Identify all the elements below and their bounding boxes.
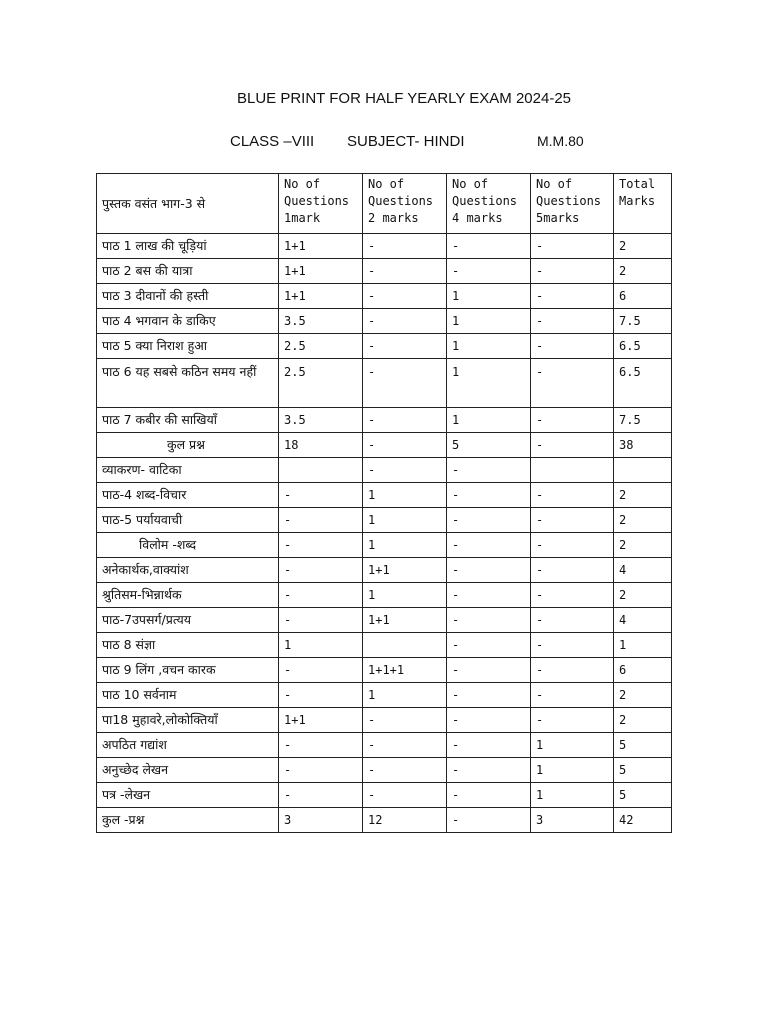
cell-q2marks: - <box>363 309 447 334</box>
max-marks-label: M.M.80 <box>537 133 584 149</box>
cell-lesson: पाठ 2 बस की यात्रा <box>97 259 279 284</box>
cell-q2marks <box>363 633 447 658</box>
subject-label: SUBJECT- HINDI <box>347 133 465 150</box>
cell-lesson: पाठ 4 भगवान के डाकिए <box>97 309 279 334</box>
cell-q5marks: - <box>531 683 614 708</box>
cell-q1mark: - <box>279 683 363 708</box>
cell-lesson: पाठ 6 यह सबसे कठिन समय नहीं <box>97 359 279 408</box>
cell-q1mark: 2.5 <box>279 334 363 359</box>
cell-q4marks: - <box>447 533 531 558</box>
cell-q5marks <box>531 458 614 483</box>
cell-total: 2 <box>614 683 672 708</box>
cell-q4marks: - <box>447 733 531 758</box>
cell-q5marks: - <box>531 433 614 458</box>
cell-lesson: अनेकार्थक,वाक्यांश <box>97 558 279 583</box>
cell-total: 6 <box>614 658 672 683</box>
cell-q2marks: - <box>363 708 447 733</box>
header-1mark: No of Questions 1mark <box>279 174 363 234</box>
cell-total: 1 <box>614 633 672 658</box>
table-row <box>97 783 672 808</box>
cell-q5marks: - <box>531 533 614 558</box>
cell-q1mark: 2.5 <box>279 359 363 408</box>
cell-q5marks: - <box>531 633 614 658</box>
cell-q1mark: - <box>279 508 363 533</box>
cell-q2marks: 1+1 <box>363 608 447 633</box>
cell-q4marks: - <box>447 708 531 733</box>
cell-q2marks: - <box>363 733 447 758</box>
cell-total: 4 <box>614 558 672 583</box>
table-row <box>97 683 672 708</box>
cell-q1mark: 3.5 <box>279 408 363 433</box>
cell-q2marks: 1+1+1 <box>363 658 447 683</box>
cell-q5marks: - <box>531 234 614 259</box>
table-row <box>97 408 672 433</box>
cell-lesson: अपठित गद्यांश <box>97 733 279 758</box>
table-row <box>97 658 672 683</box>
cell-q5marks: - <box>531 334 614 359</box>
cell-total: 7.5 <box>614 408 672 433</box>
cell-q4marks: 1 <box>447 359 531 408</box>
cell-q4marks: - <box>447 683 531 708</box>
cell-q2marks: - <box>363 758 447 783</box>
cell-q2marks: 1 <box>363 533 447 558</box>
cell-lesson: पाठ-5 पर्यायवाची <box>97 508 279 533</box>
cell-q1mark: 1 <box>279 633 363 658</box>
cell-lesson: व्याकरण- वाटिका <box>97 458 279 483</box>
cell-q5marks: - <box>531 608 614 633</box>
table-row <box>97 334 672 359</box>
class-label: CLASS –VIII <box>230 133 315 150</box>
table-header-row <box>97 174 672 234</box>
cell-total: 38 <box>614 433 672 458</box>
cell-total: 2 <box>614 533 672 558</box>
table-row <box>97 483 672 508</box>
cell-total: 5 <box>614 758 672 783</box>
cell-q2marks: - <box>363 284 447 309</box>
table-row <box>97 309 672 334</box>
header-2marks: No of Questions 2 marks <box>363 174 447 234</box>
cell-total <box>614 458 672 483</box>
table-row <box>97 234 672 259</box>
cell-q5marks: - <box>531 508 614 533</box>
cell-q1mark: - <box>279 758 363 783</box>
table-row <box>97 558 672 583</box>
cell-lesson: पाठ 1 लाख की चूड़ियां <box>97 234 279 259</box>
cell-q4marks: - <box>447 259 531 284</box>
cell-q5marks: 1 <box>531 758 614 783</box>
cell-q1mark: - <box>279 583 363 608</box>
cell-q4marks: - <box>447 608 531 633</box>
cell-q5marks: 1 <box>531 733 614 758</box>
cell-lesson: पाठ 5 क्या निराश हुआ <box>97 334 279 359</box>
cell-lesson: श्रुतिसम-भिन्नार्थक <box>97 583 279 608</box>
cell-q5marks: 1 <box>531 783 614 808</box>
cell-q4marks: - <box>447 508 531 533</box>
cell-q5marks: - <box>531 558 614 583</box>
cell-q1mark <box>279 458 363 483</box>
cell-total: 42 <box>614 808 672 833</box>
cell-total: 5 <box>614 783 672 808</box>
cell-q2marks: 1 <box>363 583 447 608</box>
cell-q4marks: 1 <box>447 284 531 309</box>
cell-q5marks: - <box>531 284 614 309</box>
header-book: पुस्तक वसंत भाग-3 से <box>97 174 279 234</box>
blueprint-table <box>96 173 672 833</box>
table-row <box>97 608 672 633</box>
header-4marks: No of Questions 4 marks <box>447 174 531 234</box>
table-row <box>97 458 672 483</box>
cell-q1mark: - <box>279 658 363 683</box>
cell-total: 2 <box>614 483 672 508</box>
cell-q2marks: - <box>363 359 447 408</box>
cell-q4marks: - <box>447 633 531 658</box>
cell-q1mark: - <box>279 608 363 633</box>
cell-q5marks: 3 <box>531 808 614 833</box>
cell-q1mark: - <box>279 533 363 558</box>
table-row <box>97 433 672 458</box>
cell-total: 2 <box>614 259 672 284</box>
cell-q4marks: - <box>447 808 531 833</box>
table-row <box>97 359 672 408</box>
cell-q2marks: 12 <box>363 808 447 833</box>
table-body <box>97 234 672 833</box>
cell-total: 2 <box>614 583 672 608</box>
cell-lesson: पाठ-7उपसर्ग/प्रत्यय <box>97 608 279 633</box>
document-title: BLUE PRINT FOR HALF YEARLY EXAM 2024-25 <box>236 90 572 107</box>
cell-lesson: पाठ 8 संज्ञा <box>97 633 279 658</box>
cell-q5marks: - <box>531 259 614 284</box>
cell-q2marks: 1 <box>363 683 447 708</box>
cell-total: 6.5 <box>614 334 672 359</box>
table-row <box>97 583 672 608</box>
cell-q5marks: - <box>531 708 614 733</box>
cell-total: 7.5 <box>614 309 672 334</box>
cell-q5marks: - <box>531 408 614 433</box>
cell-lesson: पाठ 3 दीवानों की हस्ती <box>97 284 279 309</box>
table-row <box>97 259 672 284</box>
cell-q1mark: - <box>279 558 363 583</box>
cell-q4marks: 1 <box>447 408 531 433</box>
cell-total: 2 <box>614 234 672 259</box>
cell-q2marks: - <box>363 234 447 259</box>
cell-q4marks: - <box>447 483 531 508</box>
cell-q2marks: 1+1 <box>363 558 447 583</box>
cell-lesson: कुल प्रश्न <box>97 433 279 458</box>
cell-q4marks: - <box>447 758 531 783</box>
cell-lesson: पाठ-4 शब्द-विचार <box>97 483 279 508</box>
cell-q1mark: 3 <box>279 808 363 833</box>
cell-q4marks: 5 <box>447 433 531 458</box>
cell-lesson: विलोम -शब्द <box>97 533 279 558</box>
cell-total: 2 <box>614 508 672 533</box>
cell-q2marks: - <box>363 259 447 284</box>
cell-q4marks: - <box>447 658 531 683</box>
table-row <box>97 533 672 558</box>
cell-lesson: पाठ 7 कबीर की साखियाँ <box>97 408 279 433</box>
table-row <box>97 708 672 733</box>
cell-lesson: पाठ 9 लिंग ,वचन कारक <box>97 658 279 683</box>
header-5marks: No of Questions 5marks <box>531 174 614 234</box>
cell-q5marks: - <box>531 583 614 608</box>
table-row <box>97 508 672 533</box>
cell-total: 5 <box>614 733 672 758</box>
cell-q4marks: - <box>447 234 531 259</box>
table-row <box>97 758 672 783</box>
cell-q4marks: 1 <box>447 334 531 359</box>
cell-q4marks: 1 <box>447 309 531 334</box>
cell-total: 6 <box>614 284 672 309</box>
cell-lesson: अनुच्छेद लेखन <box>97 758 279 783</box>
cell-q2marks: - <box>363 408 447 433</box>
cell-q1mark: 1+1 <box>279 708 363 733</box>
cell-total: 6.5 <box>614 359 672 408</box>
cell-total: 4 <box>614 608 672 633</box>
cell-total: 2 <box>614 708 672 733</box>
cell-q2marks: 1 <box>363 483 447 508</box>
cell-lesson: पाठ 10 सर्वनाम <box>97 683 279 708</box>
table-row <box>97 633 672 658</box>
cell-q2marks: - <box>363 433 447 458</box>
cell-q4marks: - <box>447 458 531 483</box>
cell-q1mark: - <box>279 783 363 808</box>
cell-q1mark: - <box>279 733 363 758</box>
cell-q2marks: - <box>363 458 447 483</box>
table-row <box>97 733 672 758</box>
cell-q2marks: 1 <box>363 508 447 533</box>
cell-q5marks: - <box>531 483 614 508</box>
cell-q1mark: 1+1 <box>279 234 363 259</box>
cell-q5marks: - <box>531 359 614 408</box>
cell-q4marks: - <box>447 783 531 808</box>
cell-q2marks: - <box>363 334 447 359</box>
cell-q2marks: - <box>363 783 447 808</box>
header-total: Total Marks <box>614 174 672 234</box>
table-row <box>97 284 672 309</box>
cell-q1mark: 3.5 <box>279 309 363 334</box>
cell-q1mark: 1+1 <box>279 259 363 284</box>
cell-q5marks: - <box>531 658 614 683</box>
cell-q1mark: 1+1 <box>279 284 363 309</box>
cell-q4marks: - <box>447 583 531 608</box>
cell-lesson: कुल -प्रश्न <box>97 808 279 833</box>
cell-lesson: पत्र -लेखन <box>97 783 279 808</box>
cell-q4marks: - <box>447 558 531 583</box>
cell-q5marks: - <box>531 309 614 334</box>
cell-lesson: पा18 मुहावरे,लोकोक्तियाँ <box>97 708 279 733</box>
cell-q1mark: - <box>279 483 363 508</box>
cell-q1mark: 18 <box>279 433 363 458</box>
table-row <box>97 808 672 833</box>
